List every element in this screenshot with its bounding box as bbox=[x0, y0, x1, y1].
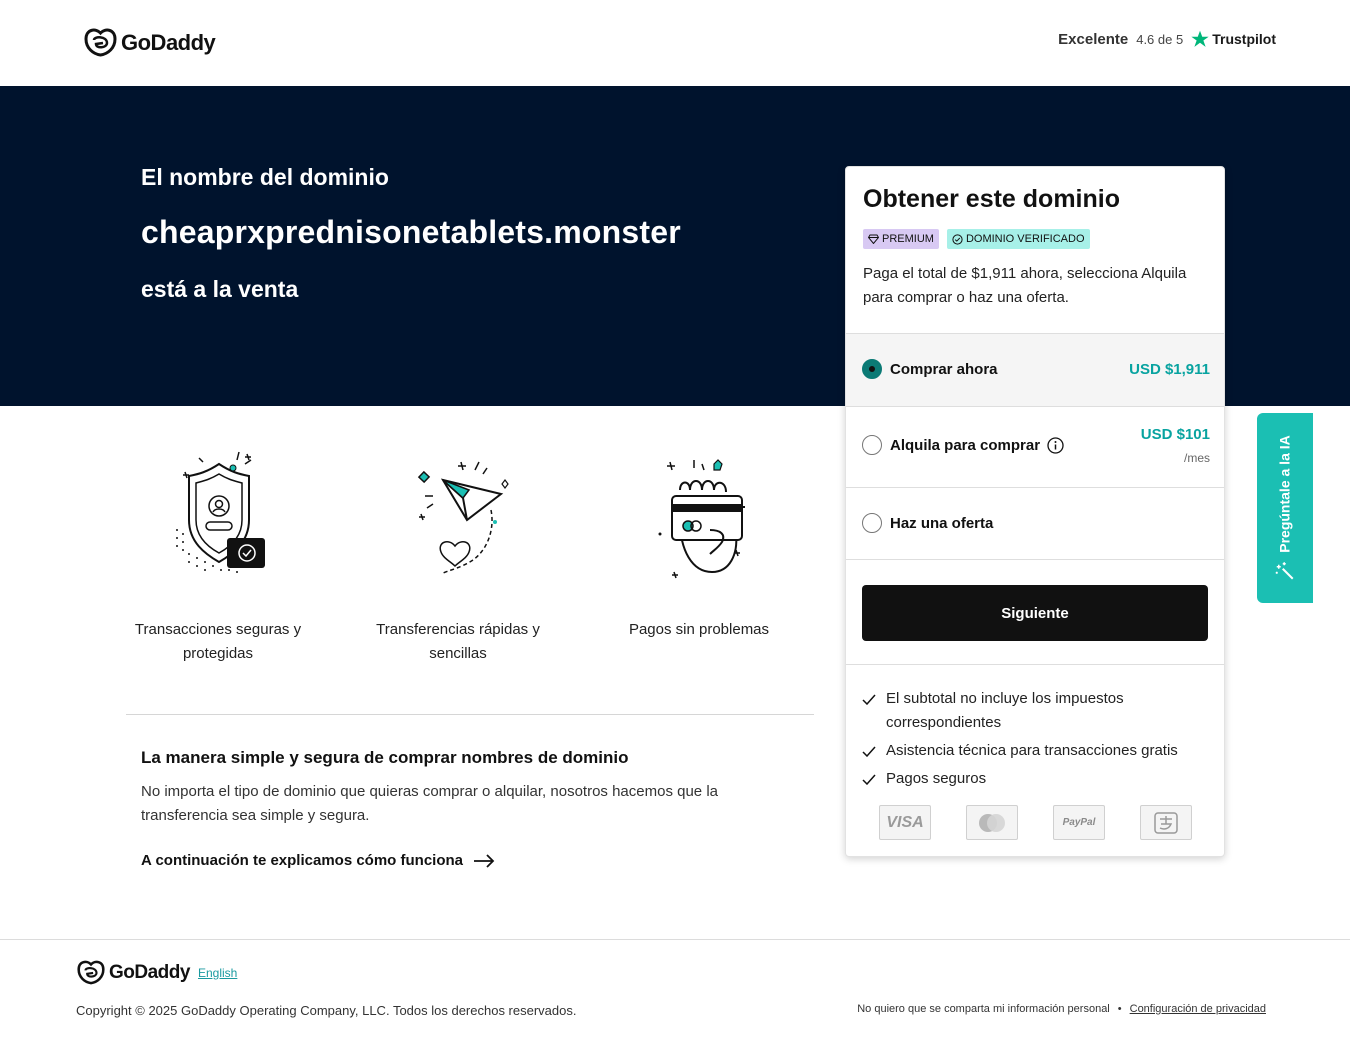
benefit-text: El subtotal no incluye los impuestos correspondientes bbox=[886, 690, 1124, 731]
benefit-item bbox=[862, 687, 1212, 735]
feature-secure bbox=[118, 450, 318, 666]
do-not-share-text[interactable]: No quiero que se comparta mi información personal bbox=[857, 1003, 1110, 1015]
next-button[interactable]: Siguiente bbox=[862, 585, 1208, 641]
ask-ai-label: Pregúntale a la IA bbox=[1277, 435, 1294, 553]
radio-make-offer[interactable] bbox=[862, 513, 882, 533]
option-buy-now[interactable] bbox=[846, 333, 1225, 406]
privacy-links bbox=[857, 1003, 1266, 1015]
separator-dot: • bbox=[1117, 1003, 1122, 1015]
shield-icon bbox=[163, 450, 273, 582]
option-price: USD $1,911 bbox=[1129, 361, 1210, 378]
diamond-icon bbox=[868, 234, 879, 244]
option-label-wrap bbox=[890, 437, 1064, 454]
magic-wand-icon bbox=[1275, 561, 1295, 581]
benefit-item bbox=[862, 739, 1212, 763]
alipay-icon bbox=[1140, 805, 1192, 840]
verified-badge bbox=[947, 229, 1090, 249]
radio-buy-now[interactable] bbox=[862, 359, 882, 379]
feature-label: Transferencias rápidas y sencillas bbox=[376, 621, 540, 662]
verified-check-icon bbox=[952, 234, 963, 245]
visa-icon bbox=[879, 805, 931, 840]
checkmark-icon bbox=[862, 773, 876, 785]
radio-lease-to-own[interactable] bbox=[862, 435, 882, 455]
ask-ai-inner bbox=[1275, 435, 1295, 580]
trustpilot-logo bbox=[1191, 30, 1276, 48]
rating-score: 4.6 de 5 bbox=[1136, 31, 1184, 47]
premium-badge bbox=[863, 229, 939, 249]
how-it-works-link[interactable] bbox=[141, 852, 495, 869]
option-lease-to-own[interactable] bbox=[846, 406, 1225, 487]
paypal-text: PayPal bbox=[1062, 817, 1096, 828]
how-it-works-label: A continuación te explicamos cómo funciona bbox=[141, 852, 463, 869]
arrow-right-icon bbox=[473, 854, 495, 868]
benefit-text: Pagos seguros bbox=[886, 770, 987, 787]
option-per-month: /mes bbox=[1183, 451, 1210, 465]
feature-fast bbox=[358, 450, 558, 666]
feature-payments bbox=[599, 450, 799, 642]
checkmark-icon bbox=[862, 693, 876, 705]
option-make-offer[interactable] bbox=[846, 487, 1225, 559]
godaddy-logo-icon bbox=[77, 960, 105, 985]
payment-methods bbox=[879, 805, 1192, 840]
card-description: Paga el total de $1,911 ahora, selecciona Alquila para comprar o haz una oferta. bbox=[863, 265, 1187, 306]
hero-subtitle: El nombre del dominio bbox=[141, 164, 389, 190]
for-sale-text: está a la venta bbox=[141, 276, 299, 302]
ask-ai-tab[interactable] bbox=[1257, 413, 1313, 603]
option-label: Haz una oferta bbox=[890, 515, 994, 532]
trustpilot-rating[interactable] bbox=[1058, 30, 1276, 48]
paper-plane-icon bbox=[403, 450, 513, 582]
mastercard-icon bbox=[966, 805, 1018, 840]
copyright: Copyright © 2025 GoDaddy Operating Company, LLC. Todos los derechos reservados. bbox=[76, 1003, 577, 1018]
footer bbox=[0, 939, 1350, 1045]
star-icon bbox=[1191, 30, 1209, 48]
footer-logo-text: GoDaddy bbox=[109, 961, 190, 983]
checkmark-icon bbox=[862, 745, 876, 757]
purchase-card bbox=[845, 166, 1225, 857]
logo-text: GoDaddy bbox=[121, 29, 216, 55]
rating-label: Excelente bbox=[1058, 30, 1129, 48]
visa-text: VISA bbox=[886, 813, 924, 831]
godaddy-logo-icon bbox=[84, 28, 117, 57]
privacy-settings-link[interactable]: Configuración de privacidad bbox=[1129, 1003, 1266, 1015]
option-label: Comprar ahora bbox=[890, 361, 998, 378]
premium-label: PREMIUM bbox=[882, 233, 934, 245]
domain-name: cheaprxprednisonetablets.monster bbox=[141, 214, 681, 250]
trustpilot-text: Trustpilot bbox=[1212, 31, 1276, 47]
language-link[interactable]: English bbox=[198, 966, 238, 980]
info-text: No importa el tipo de dominio que quieras comprar o alquilar, nosotros hacemos que la transferencia sea simple y segura. bbox=[141, 783, 718, 824]
info-icon[interactable] bbox=[1047, 437, 1064, 454]
option-label: Alquila para comprar bbox=[890, 437, 1041, 454]
header bbox=[0, 0, 1350, 86]
benefit-item bbox=[862, 767, 1212, 791]
card-title: Obtener este dominio bbox=[863, 185, 1120, 213]
badges bbox=[863, 229, 1090, 249]
info-title: La manera simple y segura de comprar nombres de dominio bbox=[141, 748, 629, 767]
feature-label: Pagos sin problemas bbox=[628, 621, 770, 638]
feature-label: Transacciones seguras y protegidas bbox=[134, 621, 302, 662]
godaddy-logo[interactable] bbox=[84, 28, 215, 57]
benefit-text: Asistencia técnica para transacciones gratis bbox=[886, 742, 1178, 759]
footer-logo[interactable] bbox=[77, 960, 190, 985]
verified-label: DOMINIO VERIFICADO bbox=[965, 233, 1085, 245]
option-price: USD $101 bbox=[1140, 426, 1210, 443]
paypal-icon bbox=[1053, 805, 1105, 840]
credit-card-hand-icon bbox=[644, 450, 754, 582]
next-section bbox=[846, 559, 1225, 665]
section-divider bbox=[126, 714, 814, 715]
